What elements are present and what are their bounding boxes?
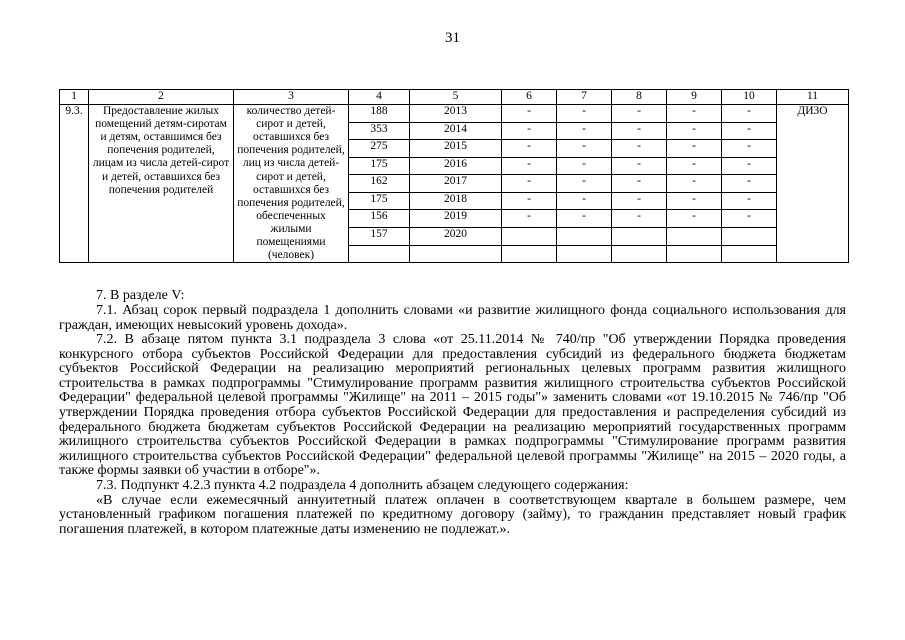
dash-cell <box>667 228 722 246</box>
paragraph-7-2: 7.2. В абзаце пятом пункта 3.1 подраздела 3 слова «от 25.11.2014 № 740/пр "Об утверждении Порядка проведения конкурсного отбора субъектов Российской Федерации для предоставления субсидий из федерального бюджета бюджетам субъектов Российской Федерации на реализацию мероприятий региональных целевых программ развития жилищного строительства в рамках подпрограммы "Стимулирование программ развития жилищного строительства субъектов Российской Федерации" федеральной целевой программы "Жилище" на 2011 – 2015 годы"» заменить словами «от 19.10.2015 № 746/пр "Об утверждении Порядка проведения отбора субъектов Российской Федерации для предоставления и распределения субсидий из федерального бюджета бюджетам субъектов Российской Федерации на реализацию мероприятий государственных программ жилищного строительства субъектов Российской Федерации в рамках подпрограммы "Стимулирование программ развития жилищного строительства субъектов Российской Федерации" федеральной целевой программы "Жилище" на 2015 – 2020 годы, а также формы заявки об участии в отборе"». <box>59 332 846 479</box>
dash-cell: - <box>722 140 777 158</box>
dash-cell: - <box>612 210 667 228</box>
dash-cell: - <box>612 192 667 210</box>
header-cell: 3 <box>234 90 349 105</box>
dash-cell: - <box>667 175 722 193</box>
header-cell: 7 <box>557 90 612 105</box>
value-cell: 353 <box>349 122 410 140</box>
dash-cell: - <box>722 157 777 175</box>
empty-cell <box>557 245 612 263</box>
responsible-cell: ДИЗО <box>777 105 849 263</box>
year-cell: 2020 <box>410 228 502 246</box>
dash-cell: - <box>502 105 557 123</box>
dash-cell: - <box>667 122 722 140</box>
dash-cell: - <box>722 122 777 140</box>
dash-cell <box>722 228 777 246</box>
document-body <box>59 289 846 537</box>
dash-cell: - <box>667 192 722 210</box>
header-cell: 6 <box>502 90 557 105</box>
value-cell: 156 <box>349 210 410 228</box>
table-row <box>60 105 849 123</box>
empty-cell <box>410 245 502 263</box>
year-cell: 2013 <box>410 105 502 123</box>
header-cell: 4 <box>349 90 410 105</box>
header-cell: 11 <box>777 90 849 105</box>
dash-cell: - <box>667 140 722 158</box>
dash-cell: - <box>502 122 557 140</box>
value-cell: 175 <box>349 192 410 210</box>
row-number-cell: 9.3. <box>60 105 89 263</box>
dash-cell: - <box>612 122 667 140</box>
dash-cell: - <box>667 105 722 123</box>
year-cell: 2018 <box>410 192 502 210</box>
empty-cell <box>502 245 557 263</box>
value-cell: 162 <box>349 175 410 193</box>
dash-cell: - <box>557 122 612 140</box>
dash-cell: - <box>612 175 667 193</box>
value-cell: 175 <box>349 157 410 175</box>
measure-name-cell: Предоставление жилых помещений детям-сиротам и детям, оставшимся без попечения родителей, лицам из числа детей-сирот и детей, оставшихся без попечения родителей <box>89 105 234 263</box>
dash-cell: - <box>502 157 557 175</box>
year-cell: 2016 <box>410 157 502 175</box>
empty-cell <box>349 245 410 263</box>
dash-cell: - <box>612 105 667 123</box>
dash-cell: - <box>502 210 557 228</box>
dash-cell: - <box>557 105 612 123</box>
dash-cell: - <box>502 175 557 193</box>
header-cell: 1 <box>60 90 89 105</box>
dash-cell: - <box>557 192 612 210</box>
header-cell: 10 <box>722 90 777 105</box>
table-header-row <box>60 90 849 105</box>
value-cell: 157 <box>349 228 410 246</box>
dash-cell: - <box>612 140 667 158</box>
dash-cell <box>612 228 667 246</box>
year-cell: 2019 <box>410 210 502 228</box>
dash-cell: - <box>557 140 612 158</box>
empty-cell <box>612 245 667 263</box>
dash-cell: - <box>502 140 557 158</box>
indicator-cell: количество детей-сирот и детей, оставшихся без попечения родителей, лиц из числа детей-сирот и детей, оставшихся без попечения родителей, обеспеченных жилыми помещениями (человек) <box>234 105 349 263</box>
dash-cell: - <box>557 175 612 193</box>
dash-cell <box>557 228 612 246</box>
year-cell: 2017 <box>410 175 502 193</box>
page-number: 31 <box>445 30 460 46</box>
value-cell: 188 <box>349 105 410 123</box>
dash-cell: - <box>722 105 777 123</box>
dash-cell: - <box>722 175 777 193</box>
dash-cell <box>502 228 557 246</box>
header-cell: 5 <box>410 90 502 105</box>
paragraph-7-1: 7.1. Абзац сорок первый подраздела 1 дополнить словами «и развитие жилищного фонда социального использования для граждан, имеющих невысокий уровень дохода». <box>59 302 846 333</box>
dash-cell: - <box>667 210 722 228</box>
empty-cell <box>667 245 722 263</box>
dash-cell: - <box>502 192 557 210</box>
targets-table <box>59 89 849 263</box>
value-cell: 275 <box>349 140 410 158</box>
empty-cell <box>722 245 777 263</box>
dash-cell: - <box>612 157 667 175</box>
dash-cell: - <box>667 157 722 175</box>
paragraph-section-7: 7. В разделе V: <box>96 288 185 304</box>
paragraph-quote: «В случае если ежемесячный аннуитетный платеж оплачен в соответствующем квартале в большем размере, чем установленный графиком погашения платежей по кредитному договору (займу), то гражданин представляет новый график погашения платежей, в котором платежные даты изменению не подлежат.». <box>59 492 846 537</box>
year-cell: 2014 <box>410 122 502 140</box>
dash-cell: - <box>557 210 612 228</box>
dash-cell: - <box>722 192 777 210</box>
year-cell: 2015 <box>410 140 502 158</box>
header-cell: 8 <box>612 90 667 105</box>
dash-cell: - <box>722 210 777 228</box>
header-cell: 2 <box>89 90 234 105</box>
paragraph-7-3: 7.3. Подпункт 4.2.3 пункта 4.2 подраздела 4 дополнить абзацем следующего содержания: <box>96 478 629 494</box>
dash-cell: - <box>557 157 612 175</box>
header-cell: 9 <box>667 90 722 105</box>
